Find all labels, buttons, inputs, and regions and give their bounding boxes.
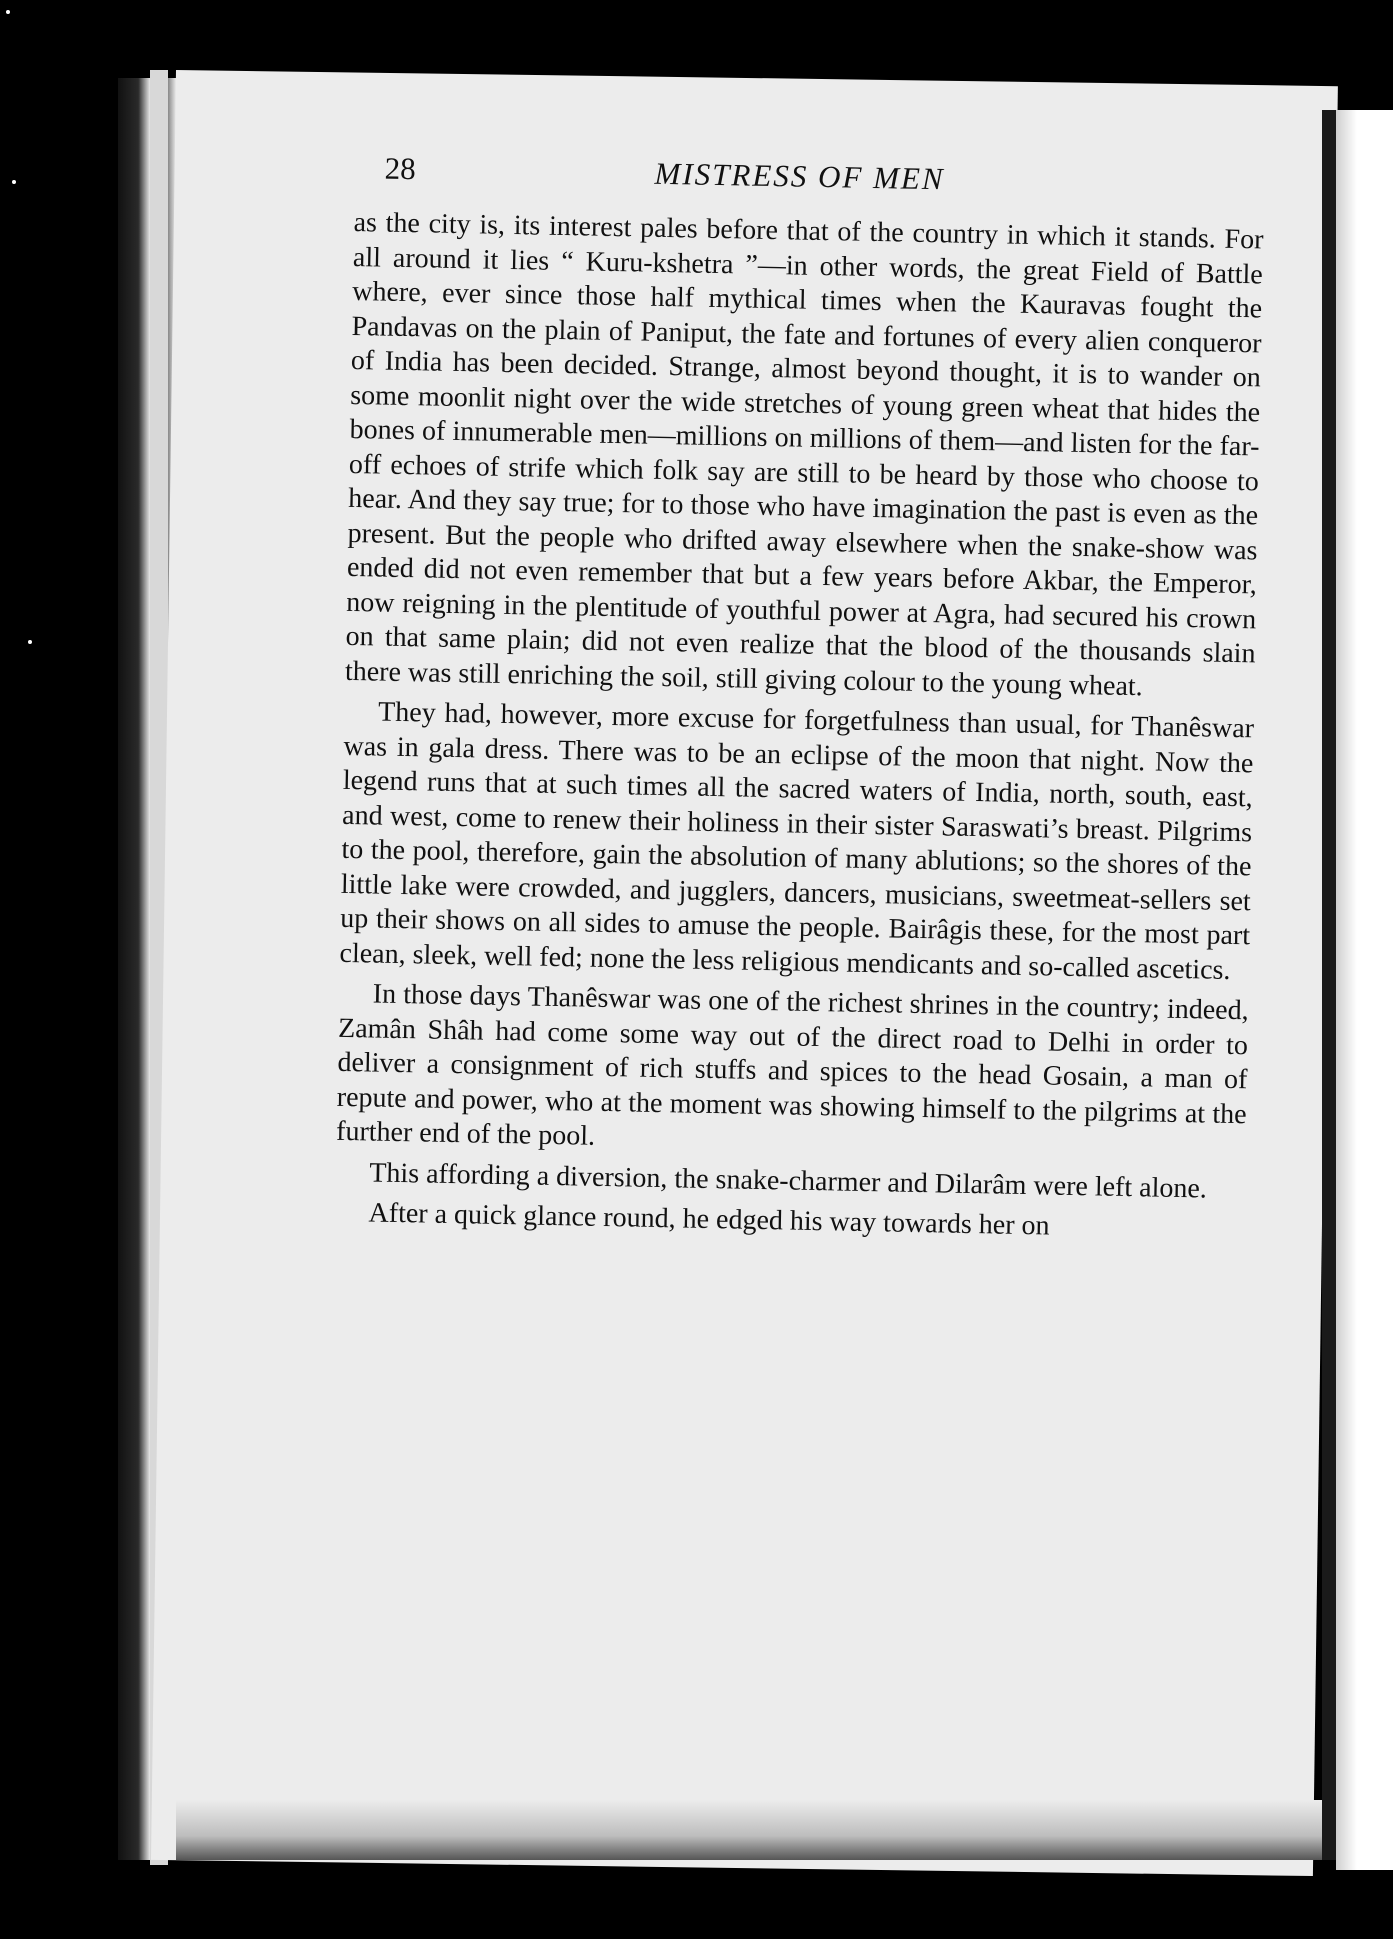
running-title: MISTRESS OF MEN	[654, 155, 945, 197]
paragraph: This affording a diversion, the snake-charmer and Dilarâm were left alone.	[369, 1156, 1208, 1205]
paragraph: They had, however, more excuse for forgetfulness than usual, for Thanêswar was in gala dress. There was to be an eclipse of the moon that night. Now the legend runs that at such times all the sacred waters of India, north, south, east, and west, come to renew their holiness in their sister Saraswati’s breast. Pilgrims to the pool, therefore, gain the absolution of many ablutions; so the shores of the little lake were crowded, and jugglers, dancers, musicians, sweetmeat-sellers set up their shows on all sides to amuse the people. Bairâgis these, for the most part clean, sleek, well fed; none the less religious mendicants and so-called ascetics.	[339, 696, 1255, 986]
scan-speck	[12, 180, 16, 184]
page-bottom-edge	[176, 1800, 1336, 1860]
paragraph: After a quick glance round, he edged his way towards her on	[368, 1197, 1050, 1242]
facing-page-sliver	[1336, 110, 1393, 1870]
paragraph: as the city is, its interest pales before that of the country in which it stands. For all around it lies “ Kuru-kshetra ”—in other words, the great Field of Battle where, ever since those half mythical times when the Kauravas fought the Pandavas on the plain of Paniput, the fate and fortunes of every alien conqueror of India has been decided. Strange, almost beyond thought, it is to wander on some moonlit night over the wide stretches of young green wheat that hides the bones of innumerable men—millions on millions of them—and listen for the far-off echoes of strife which folk say are still to be heard by those who choose to hear. And they say true; for to those who have imagination the past is even as the present. But the people who drifted away elsewhere when the snake-show was ended did not even remember that but a few years before Akbar, the Emperor, now reigning in the plentitude of youthful power at Agra, had secured his crown on that same plain; did not even realize that the blood of the thousands slain there was still enriching the soil, still giving colour to the young wheat.	[344, 206, 1264, 702]
scan-speck	[28, 640, 32, 644]
page-text	[334, 150, 1265, 1248]
page-number: 28	[384, 150, 416, 187]
scan-speck	[6, 10, 10, 14]
paragraph: In those days Thanêswar was one of the richest shrines in the country; indeed, Zamân Shâh had come some way out of the direct road to Delhi in order to deliver a consignment of rich stuffs and spices to the head Gosain, a man of repute and power, who at the moment was showing himself to the pilgrims at the further end of the pool.	[335, 978, 1249, 1152]
